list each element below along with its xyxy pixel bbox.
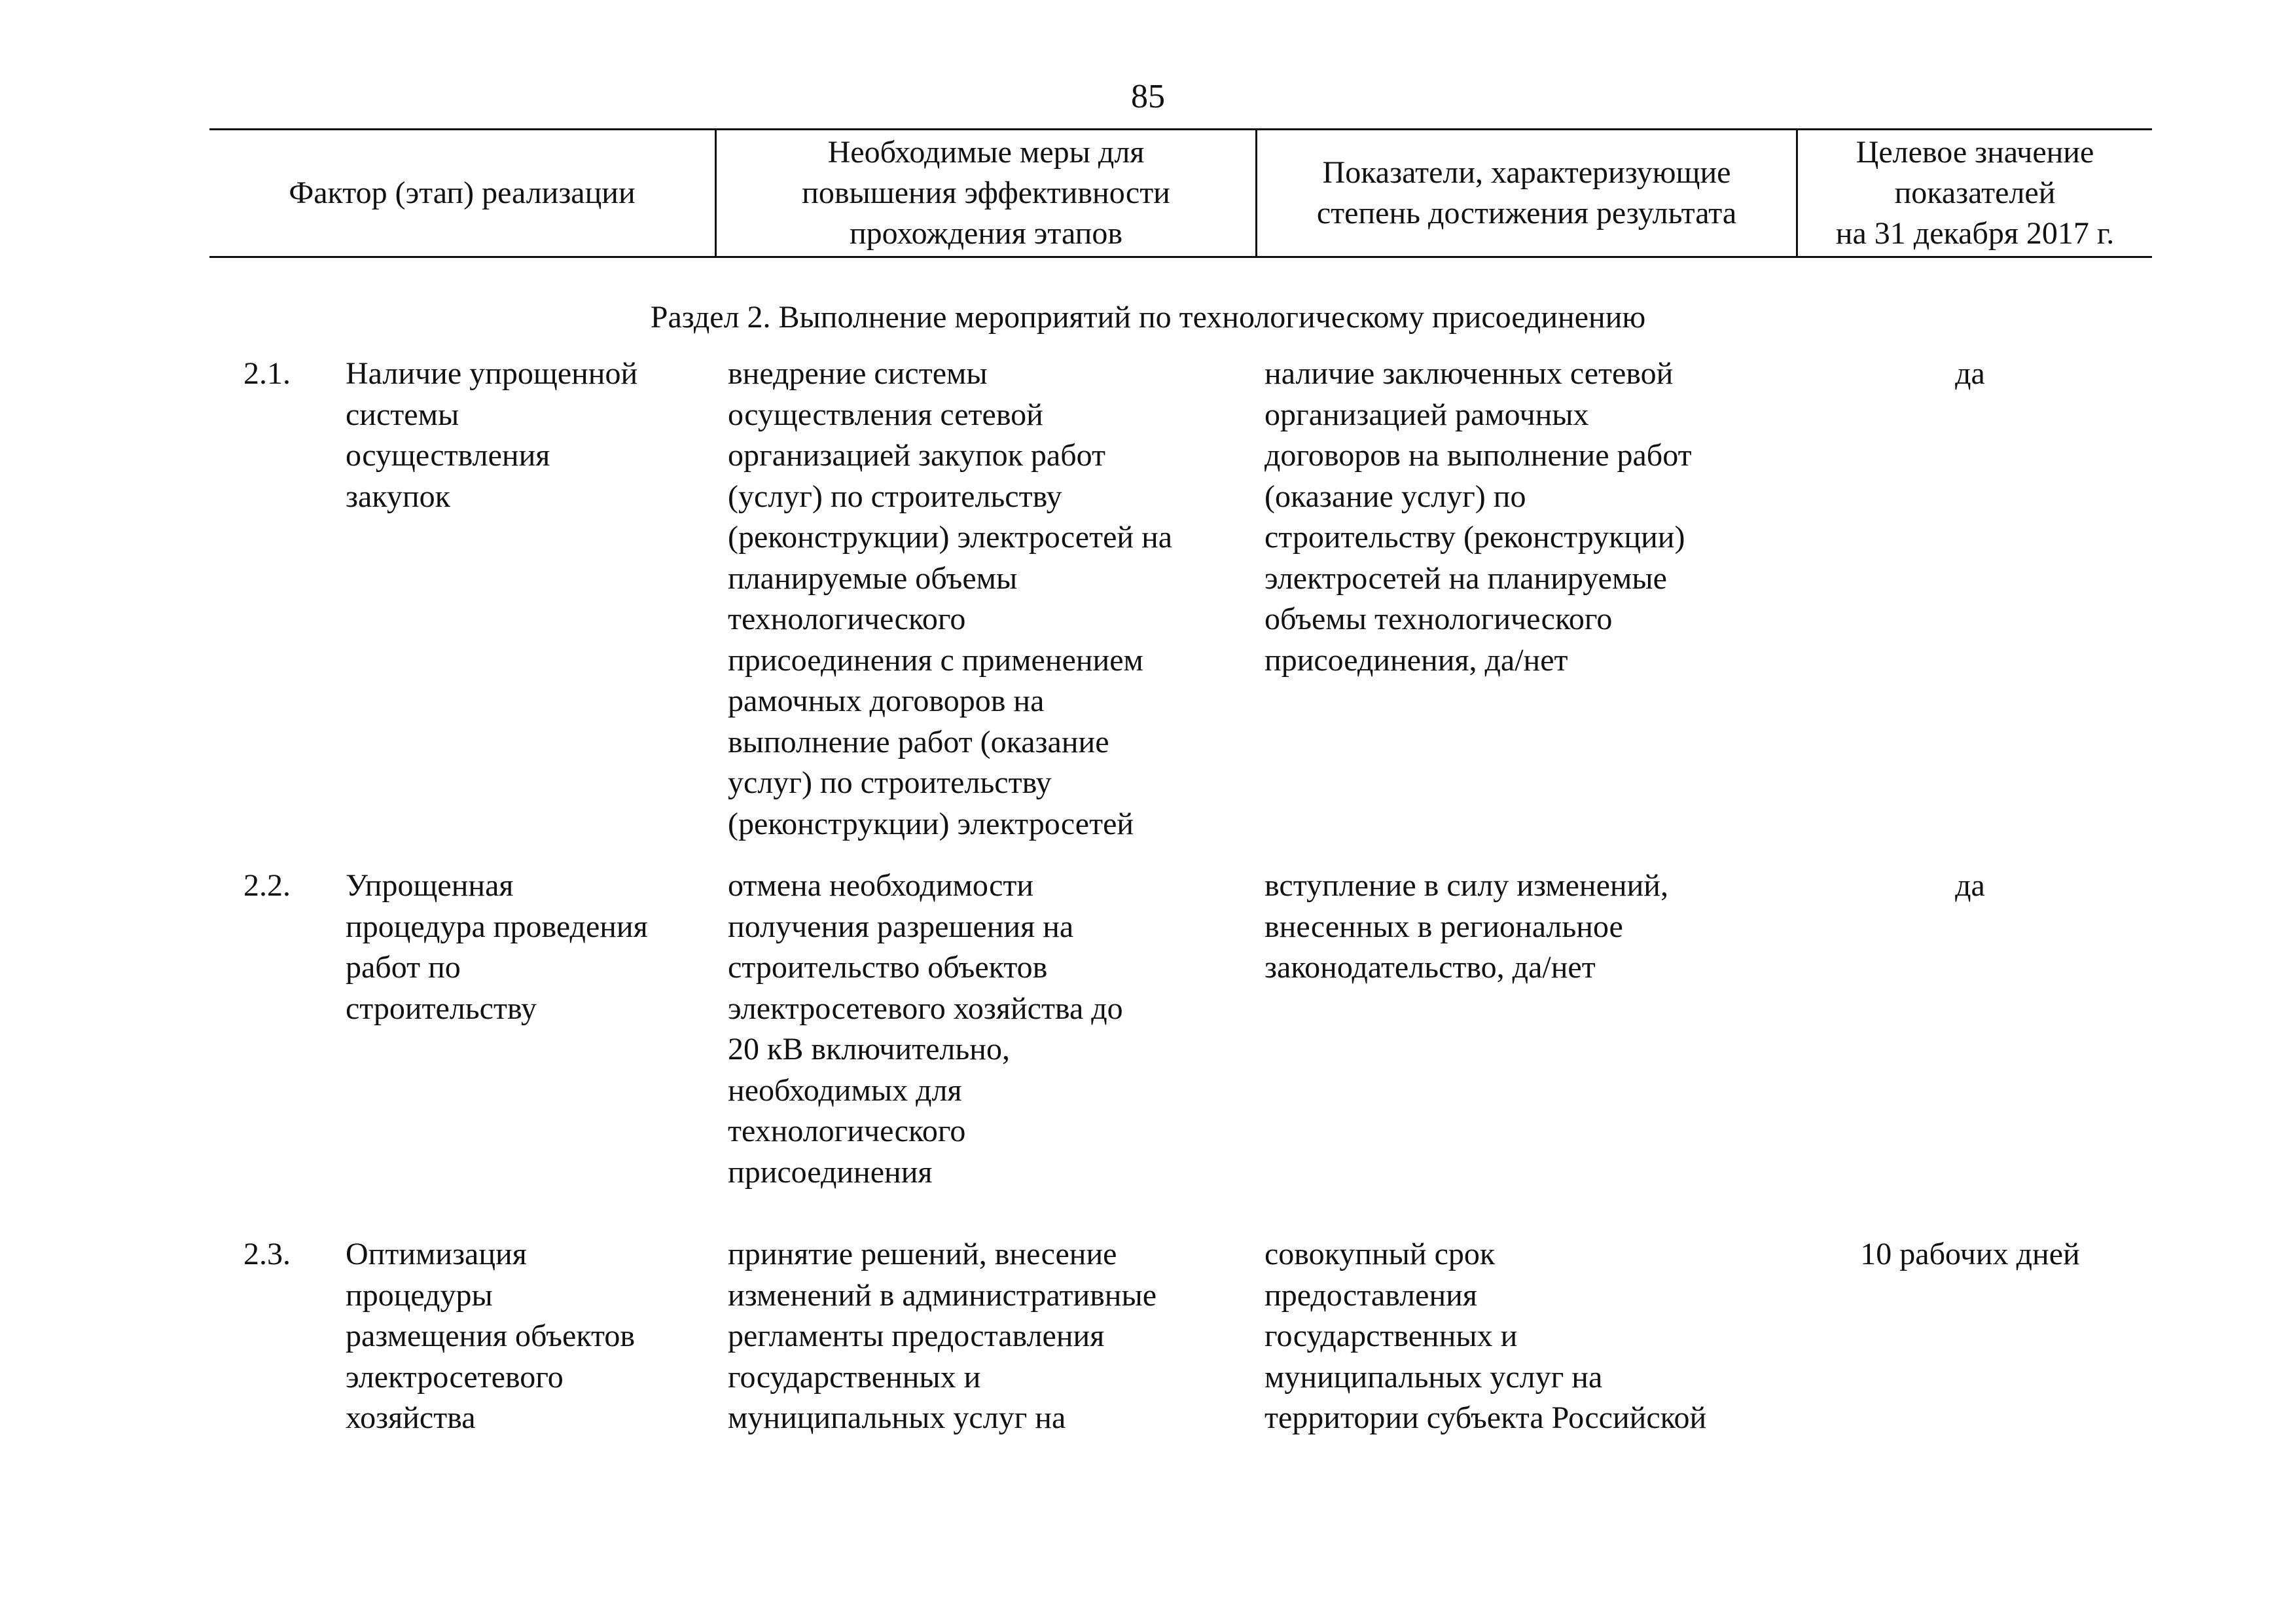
row-indicators: наличие заключенных сетевой организацией рамочных договоров на выполнение работ (оказание услуг) по строительству (реконструкции) электросетей на планируемые объемы технологического присоединения, да/нет bbox=[1265, 356, 1692, 678]
section-title: Раздел 2. Выполнение мероприятий по технологическому присоединению bbox=[650, 300, 1646, 335]
row-measures: принятие решений, внесение изменений в административные регламенты предоставления государственных и муниципальных услуг на bbox=[728, 1237, 1157, 1435]
row-number: 2.3. bbox=[243, 1237, 291, 1271]
row-target: да bbox=[1955, 356, 1985, 391]
page-number: 85 bbox=[1131, 78, 1165, 115]
table-header bbox=[209, 128, 2152, 258]
row-factor: Упрощенная процедура проведения работ по строительству bbox=[346, 868, 648, 1026]
row-number: 2.1. bbox=[243, 356, 291, 391]
row-factor: Наличие упрощенной системы осуществления закупок bbox=[346, 356, 638, 514]
row-target: 10 рабочих дней bbox=[1860, 1237, 2080, 1271]
row-target: да bbox=[1955, 868, 1985, 903]
header-target: Целевое значение показателей на 31 декабря 2017 г. bbox=[1796, 130, 2152, 256]
row-indicators: вступление в силу изменений, внесенных в региональное законодательство, да/нет bbox=[1265, 868, 1668, 985]
row-measures: отмена необходимости получения разрешения на строительство объектов электросетевого хозяйства до 20 кВ включительно, необходимых для технологического присоединения bbox=[728, 868, 1123, 1190]
header-measures: Необходимые меры для повышения эффективности прохождения этапов bbox=[715, 130, 1255, 256]
row-factor: Оптимизация процедуры размещения объектов электросетевого хозяйства bbox=[346, 1237, 636, 1435]
row-number: 2.2. bbox=[243, 868, 291, 903]
header-indicators: Показатели, характеризующие степень достижения результата bbox=[1255, 130, 1796, 256]
header-factor: Фактор (этап) реализации bbox=[289, 175, 636, 210]
row-indicators: совокупный срок предоставления государственных и муниципальных услуг на территории субъекта Российской bbox=[1265, 1237, 1707, 1435]
row-measures: внедрение системы осуществления сетевой организацией закупок работ (услуг) по строительству (реконструкции) электросетей на планируемые объемы технологического присоединения с применением рамочных договоров на выполнение работ (оказание услуг) по строительству (реконструкции) электросетей bbox=[728, 356, 1173, 841]
